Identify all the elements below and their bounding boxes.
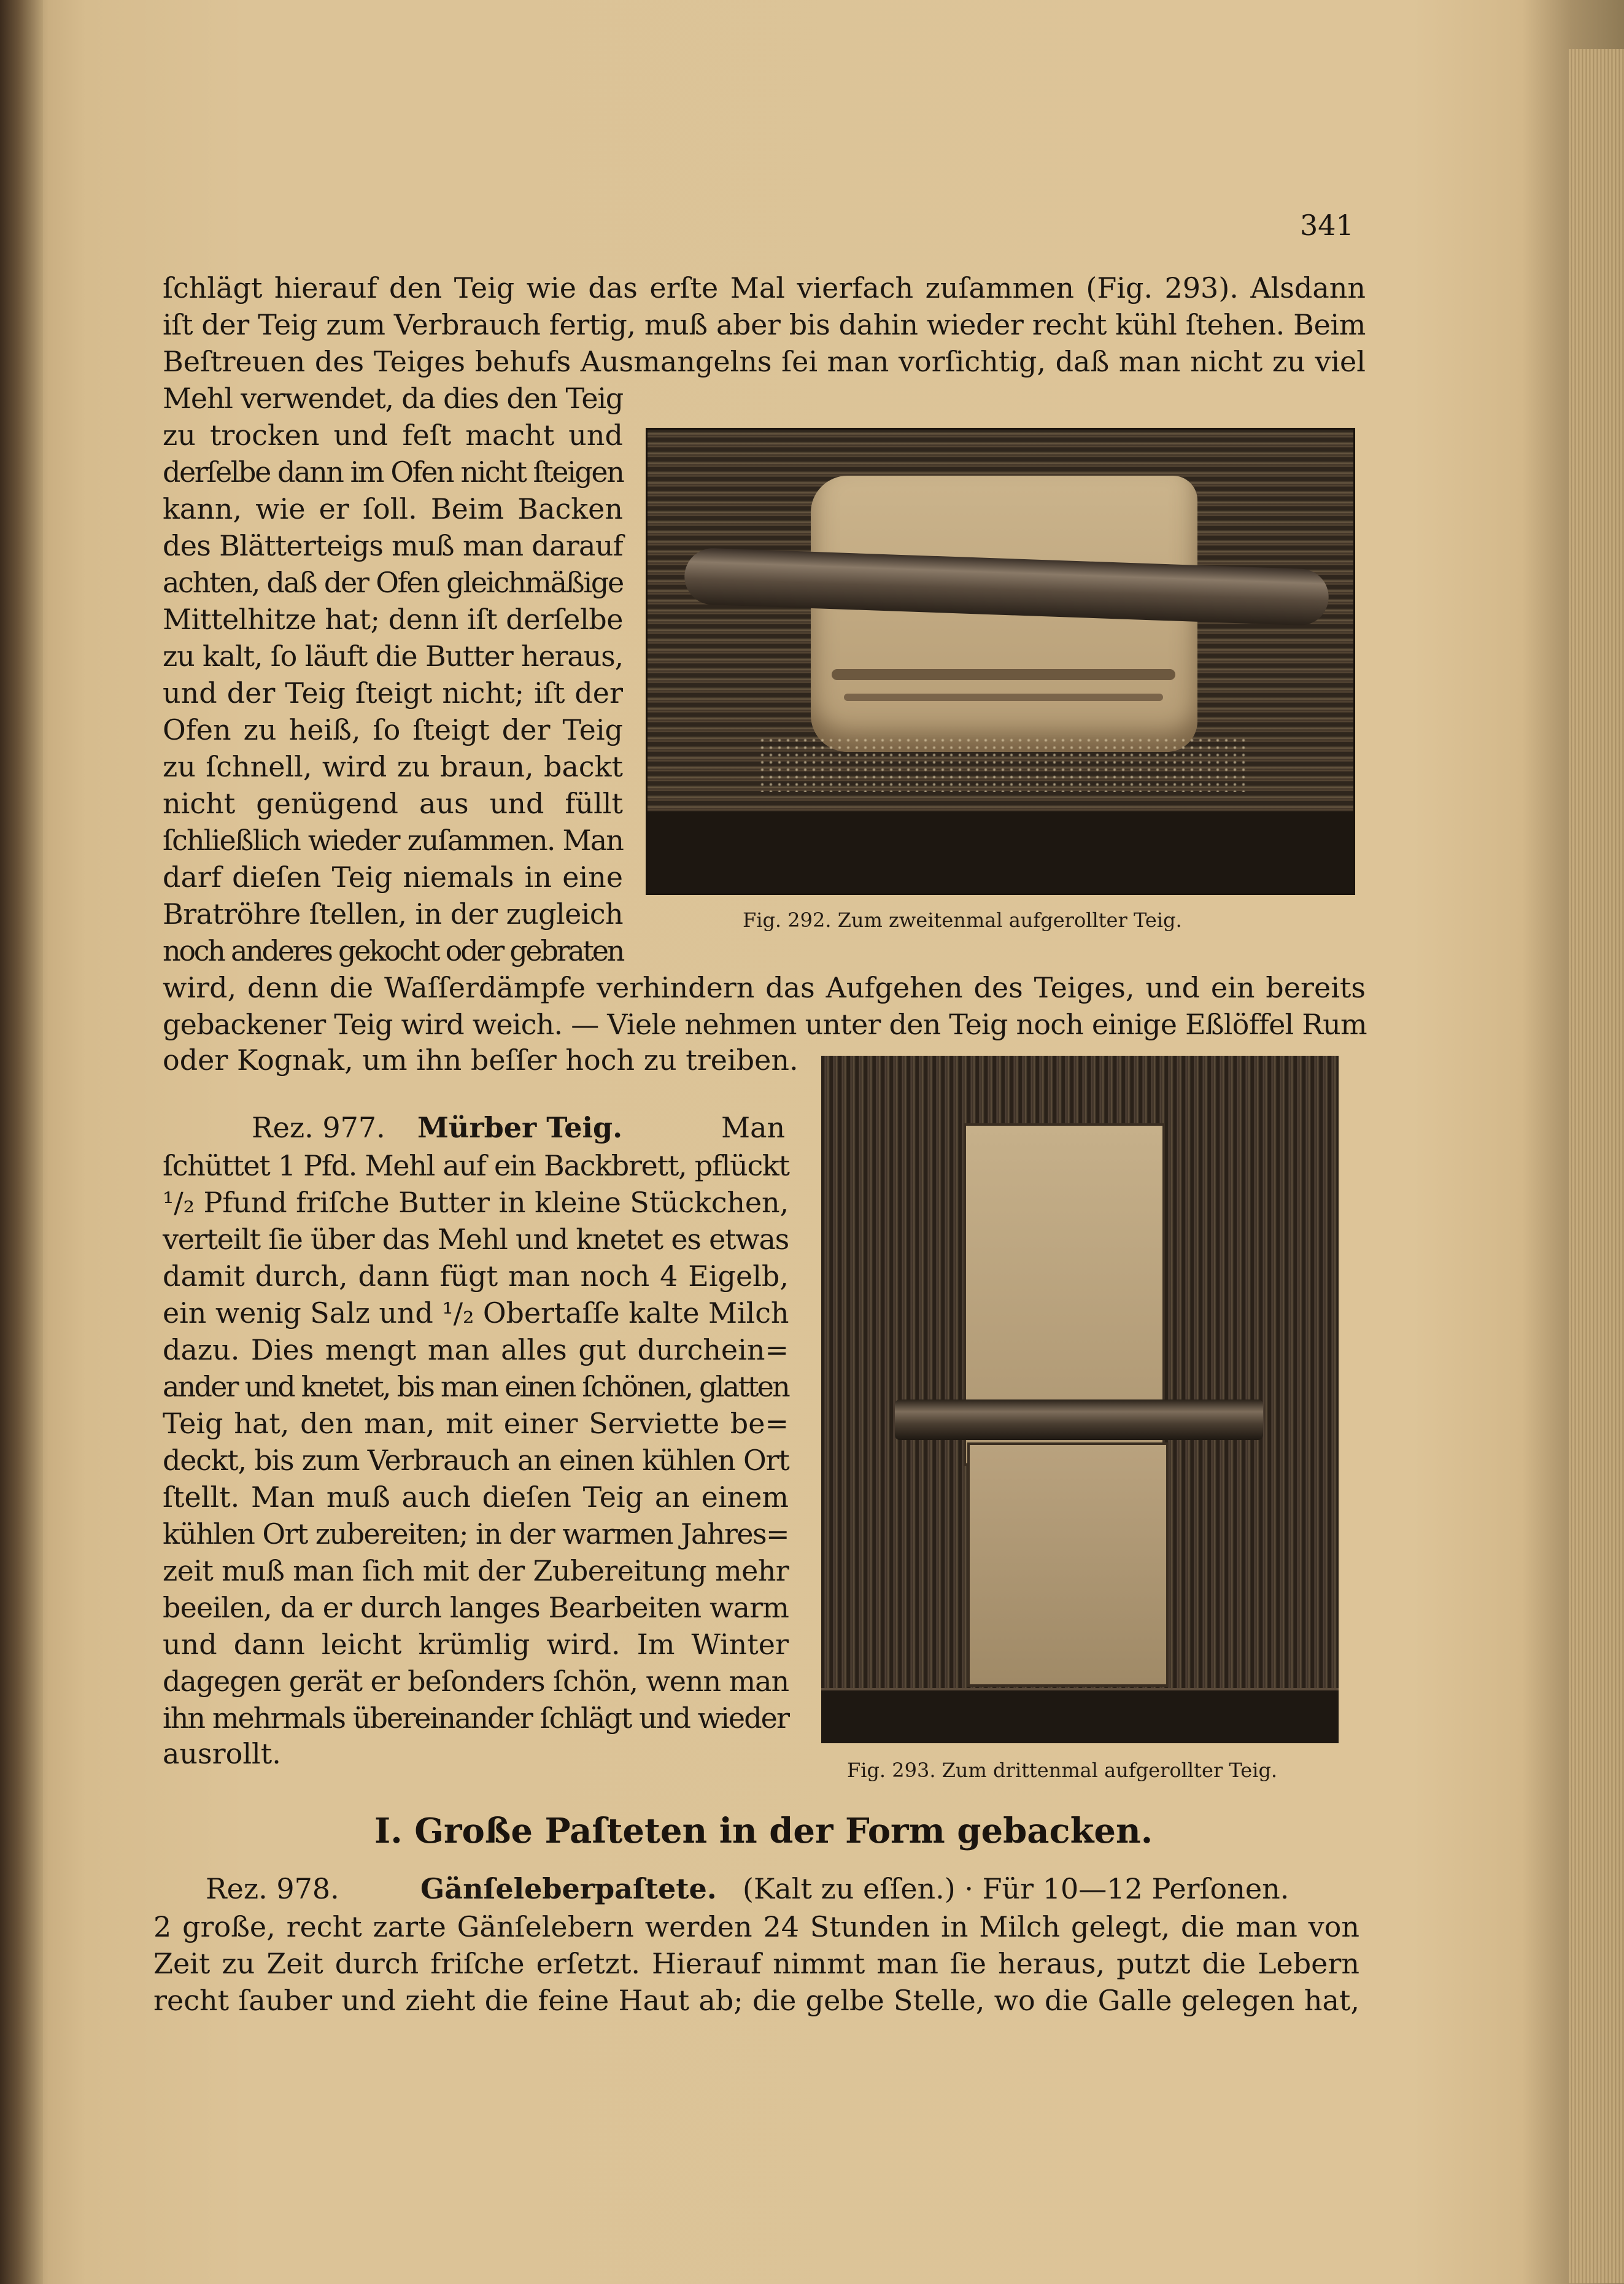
text-line: Bratröhre ſtellen, in der zugleich	[163, 897, 623, 931]
text-line: damit durch, dann fügt man noch 4 Eigelb,	[163, 1260, 789, 1293]
text-line: ihn mehrmals übereinander ſchlägt und wieder	[163, 1701, 789, 1735]
text-line: und dann leicht krümlig wird. Im Winter	[163, 1628, 789, 1661]
text-line: wird, denn die Waſſerdämpfe verhindern das Aufgehen des Teiges, und ein bereits	[163, 971, 1366, 1004]
text-line: beeilen, da er durch langes Bearbeiten warm	[163, 1591, 789, 1624]
text-line: zu kalt, ſo läuft die Butter heraus,	[163, 640, 623, 673]
text-line: nicht genügend aus und füllt	[163, 787, 623, 820]
text-line: oder Kognak, um ihn beſſer hoch zu treiben.	[163, 1043, 798, 1077]
text-line: 2 große, recht zarte Gänſelebern werden 24 Stunden in Milch gelegt, die man von	[153, 1910, 1359, 1943]
text-line: Man	[721, 1111, 786, 1144]
text-line: recht ſauber und zieht die feine Haut ab; die gelbe Stelle, wo die Galle gelegen hat,	[153, 1984, 1359, 2017]
figure-292-caption: Fig. 292. Zum zweitenmal aufgerollter Teig.	[743, 908, 1182, 932]
text-line: zu ſchnell, wird zu braun, backt	[163, 750, 623, 783]
text-line: ſchlägt hierauf den Teig wie das erſte Mal vierfach zuſammen (Fig. 293). Alsdann	[163, 271, 1366, 304]
dough-fold	[844, 694, 1163, 701]
dough-sheet	[967, 1442, 1169, 1687]
figure-293-illustration	[821, 1056, 1339, 1743]
page-edges	[1569, 49, 1624, 2283]
recipe-977-label: Rez. 977.	[252, 1111, 385, 1144]
text-line: zu trocken und feſt macht und	[163, 419, 623, 452]
text-line: Zeit zu Zeit durch friſche erſetzt. Hierauf nimmt man ſie heraus, putzt die Lebern	[153, 1947, 1359, 1980]
recipe-978-title: Gänſeleberpaſtete.	[420, 1872, 717, 1905]
text-line: noch anderes gekocht oder gebraten	[163, 934, 624, 967]
rolling-pin	[684, 548, 1330, 627]
figure-292-illustration	[646, 428, 1355, 895]
text-line: dagegen gerät er beſonders ſchön, wenn man	[163, 1665, 789, 1698]
text-line: ſchüttet 1 Pfd. Mehl auf ein Backbrett, pflückt	[163, 1149, 789, 1182]
text-line: zeit muß man ſich mit der Zubereitung mehr	[163, 1554, 789, 1587]
text-line: ſchließlich wieder zuſammen. Man	[163, 824, 623, 857]
book-spine	[0, 0, 43, 2284]
dough-fold	[832, 669, 1175, 680]
board-edge	[648, 811, 1353, 893]
text-line: ein wenig Salz und ¹/₂ Obertaſſe kalte Milch	[163, 1296, 789, 1330]
page-number: 341	[1300, 209, 1354, 242]
text-line: Teig hat, den man, mit einer Serviette be=	[163, 1407, 789, 1440]
text-line: Mehl verwendet, da dies den Teig	[163, 382, 623, 415]
rolling-pin	[895, 1399, 1263, 1440]
recipe-978-label: Rez. 978.	[206, 1872, 339, 1905]
text-line: Beſtreuen des Teiges behufs Ausmangelns ſei man vorſichtig, daß man nicht zu viel	[163, 345, 1366, 378]
figure-293-caption: Fig. 293. Zum drittenmal aufgerollter Teig.	[847, 1759, 1278, 1782]
text-line: achten, daß der Ofen gleichmäßige	[163, 566, 623, 599]
text-line: darf dieſen Teig niemals in eine	[163, 861, 623, 894]
text-line: des Blätterteigs muß man darauf	[163, 529, 623, 562]
text-line: derſelbe dann im Ofen nicht ſteigen	[163, 455, 624, 489]
text-line: ander und knetet, bis man einen ſchönen, glatten	[163, 1370, 789, 1403]
text-line: kann, wie er ſoll. Beim Backen	[163, 492, 623, 525]
text-line: gebackener Teig wird weich. — Viele nehmen unter den Teig noch einige Eßlöffel Rum	[163, 1008, 1367, 1041]
recipe-977-title: Mürber Teig.	[417, 1111, 623, 1144]
text-line: dazu. Dies mengt man alles gut durchein=	[163, 1333, 789, 1366]
text-line: deckt, bis zum Verbrauch an einen kühlen Ort	[163, 1444, 789, 1477]
text-line: Ofen zu heiß, ſo ſteigt der Teig	[163, 713, 623, 746]
text-line: ſtellt. Man muß auch dieſen Teig an einem	[163, 1481, 789, 1514]
text-line: ausrollt.	[163, 1737, 281, 1770]
text-line: kühlen Ort zubereiten; in der warmen Jahres=	[163, 1517, 789, 1550]
section-heading: I. Große Paſteten in der Form gebacken.	[374, 1811, 1153, 1851]
text-line: und der Teig ſteigt nicht; iſt der	[163, 676, 623, 710]
flour-crumbs	[758, 737, 1249, 792]
text-line: ¹/₂ Pfund friſche Butter in kleine Stückchen,	[163, 1186, 789, 1219]
text-line: verteilt ſie über das Mehl und knetet es etwas	[163, 1223, 789, 1256]
board-edge	[821, 1688, 1339, 1743]
text-line: (Kalt zu eſſen.) · Für 10—12 Perſonen.	[743, 1872, 1290, 1905]
text-line: Mittelhitze hat; denn iſt derſelbe	[163, 603, 623, 636]
text-line: iſt der Teig zum Verbrauch fertig, muß aber bis dahin wieder recht kühl ſtehen. Beim	[163, 308, 1366, 341]
